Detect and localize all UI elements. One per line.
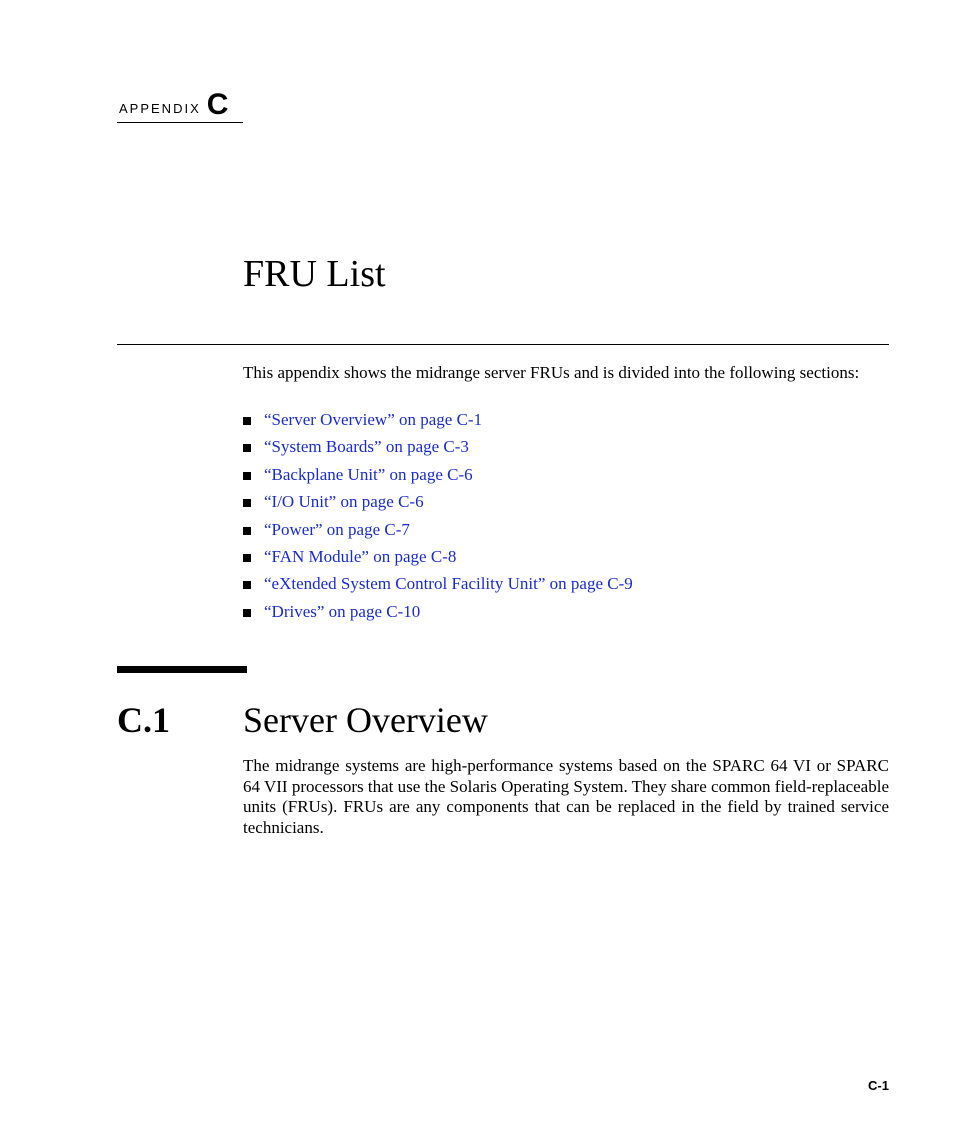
link-drives[interactable]: “Drives” on page C-10: [264, 601, 421, 621]
appendix-letter: C: [206, 88, 229, 121]
page-number: C-1: [868, 1078, 889, 1093]
square-bullet-icon: [243, 527, 251, 535]
square-bullet-icon: [243, 554, 251, 562]
section-title: Server Overview: [243, 700, 488, 740]
square-bullet-icon: [243, 472, 251, 480]
list-item: [243, 573, 633, 600]
chapter-title: FRU List: [243, 253, 386, 295]
square-bullet-icon: [243, 417, 251, 425]
square-bullet-icon: [243, 609, 251, 617]
section-divider-bar: [117, 666, 247, 673]
square-bullet-icon: [243, 499, 251, 507]
section-number: C.1: [117, 700, 170, 740]
list-item: [243, 464, 633, 491]
list-item: [243, 491, 633, 518]
link-power[interactable]: “Power” on page C-7: [264, 519, 410, 539]
link-io-unit[interactable]: “I/O Unit” on page C-6: [264, 492, 424, 512]
link-fan-module[interactable]: “FAN Module” on page C-8: [264, 546, 457, 566]
section-link-list: [243, 409, 633, 628]
appendix-header: [117, 86, 243, 123]
link-backplane-unit[interactable]: “Backplane Unit” on page C-6: [264, 464, 473, 484]
title-divider: [117, 344, 889, 345]
intro-paragraph: This appendix shows the midrange server FRUs and is divided into the following sections:: [243, 363, 860, 382]
link-server-overview[interactable]: “Server Overview” on page C-1: [264, 410, 483, 429]
list-item: [243, 409, 633, 436]
list-item: [243, 519, 633, 546]
section-body-paragraph: The midrange systems are high-performance systems based on the SPARC 64 VI or SPARC 64 VII processors that use the Solaris Operating System. They share common field-replaceable units (FRUs). FRUs are any components that can be replaced in the field by trained service technicians.: [243, 756, 889, 837]
link-system-boards[interactable]: “System Boards” on page C-3: [264, 437, 469, 457]
list-item: [243, 436, 633, 463]
square-bullet-icon: [243, 444, 251, 452]
square-bullet-icon: [243, 581, 251, 589]
list-item: [243, 601, 633, 628]
link-xscf-unit[interactable]: “eXtended System Control Facility Unit” on page C-9: [264, 574, 633, 594]
list-item: [243, 546, 633, 573]
appendix-label: APPENDIX: [119, 101, 201, 116]
